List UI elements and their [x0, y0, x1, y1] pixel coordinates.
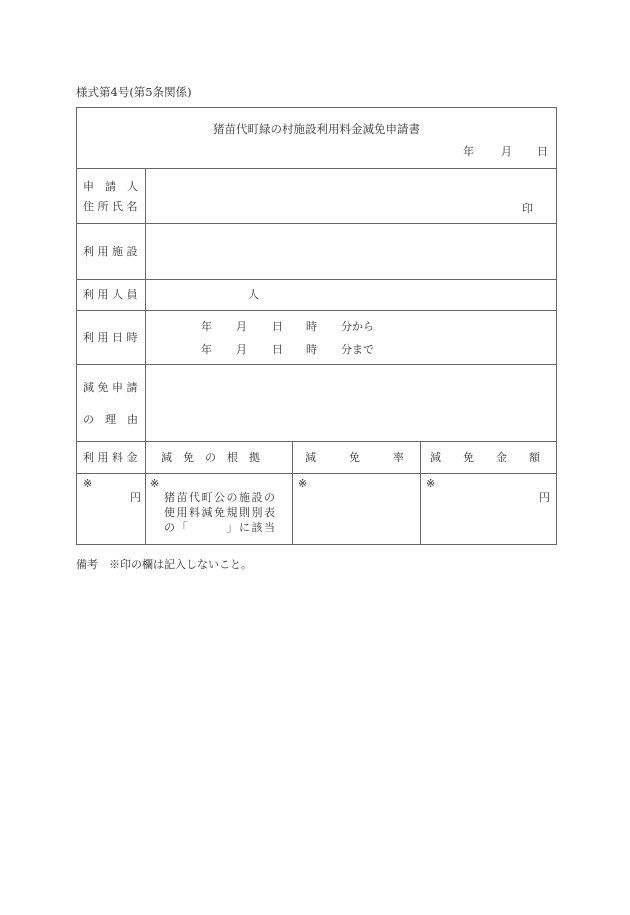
from-year: 年 [201, 320, 212, 333]
basis-text-line2: 使用料減免規則別表 [164, 506, 277, 519]
divider [77, 168, 556, 169]
divider [77, 279, 556, 280]
from-hour: 時 [306, 320, 317, 333]
to-minute: 分まで [341, 343, 374, 356]
from-day: 日 [272, 320, 283, 333]
date-month-label: 月 [501, 145, 512, 158]
amount-unit: 円 [539, 491, 550, 504]
divider [77, 441, 556, 442]
basis-office-mark: ※ [150, 477, 160, 490]
fee-unit: 円 [130, 491, 141, 504]
remarks-note: 備考 ※印の欄は記入しないこと。 [76, 558, 252, 571]
divider [77, 473, 556, 474]
form-identifier: 様式第4号(第5条関係) [76, 85, 192, 99]
to-year: 年 [201, 343, 212, 356]
seal-mark: 印 [522, 202, 533, 215]
people-label: 利 用 人 員 [83, 288, 138, 301]
application-form-table [76, 107, 557, 545]
basis-text-line3: の「 」に該当 [164, 521, 277, 534]
divider [77, 364, 556, 365]
divider [420, 441, 421, 545]
fee-office-mark: ※ [83, 477, 93, 490]
fee-header: 利 用 料 金 [83, 451, 138, 464]
people-unit: 人 [248, 288, 259, 301]
date-day-label: 日 [537, 145, 548, 158]
applicant-label-line2: 住 所 氏 名 [83, 200, 138, 213]
datetime-field[interactable] [147, 312, 556, 363]
facility-field[interactable] [147, 225, 556, 278]
facility-label: 利 用 施 設 [83, 245, 138, 258]
datetime-label: 利 用 日 時 [83, 331, 138, 344]
divider [77, 310, 556, 311]
form-title: 猪苗代町緑の村施設利用料金減免申請書 [213, 122, 420, 136]
amount-header: 減 免 金 額 [430, 451, 540, 464]
to-hour: 時 [306, 343, 317, 356]
amount-office-mark: ※ [426, 477, 436, 490]
divider [77, 223, 556, 224]
basis-text-line1: 猪苗代町公の施設の [164, 491, 277, 504]
applicant-address-name-field[interactable] [147, 170, 556, 222]
reason-label-line2: の 理 由 [83, 413, 138, 426]
people-count-field[interactable] [147, 281, 556, 309]
divider [292, 441, 293, 545]
rate-office-mark: ※ [298, 477, 308, 490]
rate-header: 減 免 率 [305, 451, 404, 464]
from-minute: 分から [341, 320, 374, 333]
reason-label-line1: 減 免 申 請 [83, 381, 138, 394]
reason-field[interactable] [147, 366, 556, 440]
date-year-label: 年 [463, 145, 474, 158]
basis-header: 減 免 の 根 拠 [161, 451, 260, 464]
to-month: 月 [236, 343, 247, 356]
from-month: 月 [236, 320, 247, 333]
to-day: 日 [272, 343, 283, 356]
applicant-label-line1: 申 請 人 [83, 180, 138, 193]
divider [145, 168, 146, 545]
